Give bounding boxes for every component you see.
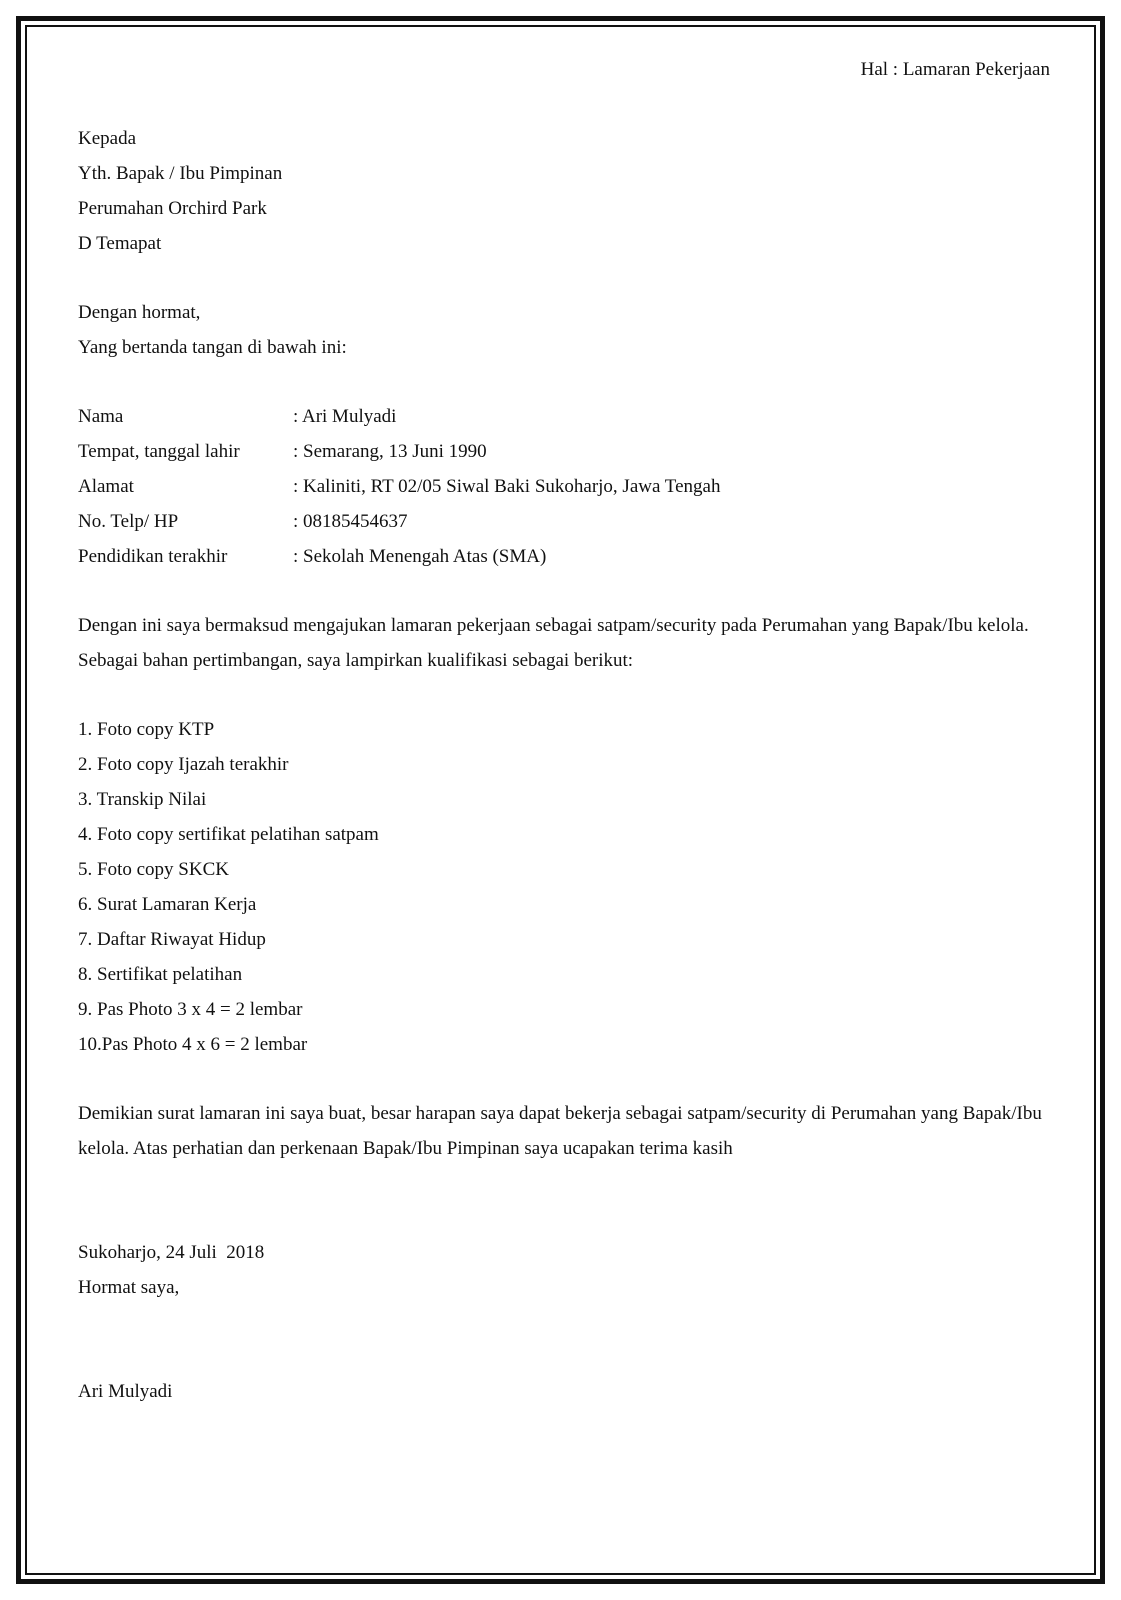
attachment-item: 6. Surat Lamaran Kerja	[78, 894, 257, 915]
valediction: Hormat saya,	[78, 1277, 180, 1298]
attachment-item: 5. Foto copy SKCK	[78, 859, 229, 880]
identity-label: Alamat	[78, 476, 134, 497]
identity-row	[78, 504, 1050, 539]
letter-body	[78, 52, 1050, 1409]
closing-paragraph: Demikian surat lamaran ini saya buat, besar harapan saya dapat bekerja sebagai satpam/security di Perumahan yang Bapak/Ibu kelola. Atas perhatian dan perkenaan Bapak/Ibu Pimpinan saya ucapakan terima kasih	[78, 1103, 1042, 1159]
recipient-line: Kepada	[78, 128, 137, 149]
place-date: Sukoharjo, 24 Juli 2018	[78, 1242, 265, 1263]
identity-table	[78, 399, 1050, 574]
body-paragraph: Dengan ini saya bermaksud mengajukan lamaran pekerjaan sebagai satpam/security pada Perumahan yang Bapak/Ibu kelola. Sebagai bahan pertimbangan, saya lampirkan kualifikasi sebagai berikut:	[78, 615, 1029, 671]
recipient-line: D Temapat	[78, 233, 162, 254]
attachment-item: 4. Foto copy sertifikat pelatihan satpam	[78, 824, 379, 845]
identity-row	[78, 399, 1050, 434]
attachment-item: 1. Foto copy KTP	[78, 719, 215, 740]
identity-value: : Semarang, 13 Juni 1990	[293, 441, 487, 462]
attachment-item: 9. Pas Photo 3 x 4 = 2 lembar	[78, 999, 303, 1020]
identity-value: : Kaliniti, RT 02/05 Siwal Baki Sukoharjo, Jawa Tengah	[293, 476, 721, 497]
identity-row	[78, 434, 1050, 469]
identity-value: : Ari Mulyadi	[293, 406, 397, 427]
recipient-line: Yth. Bapak / Ibu Pimpinan	[78, 163, 283, 184]
identity-label: Pendidikan terakhir	[78, 546, 228, 567]
letter-subject: Hal : Lamaran Pekerjaan	[860, 59, 1050, 80]
recipient-line: Perumahan Orchird Park	[78, 198, 267, 219]
intro-line: Yang bertanda tangan di bawah ini:	[78, 337, 347, 358]
identity-value: : Sekolah Menengah Atas (SMA)	[293, 546, 547, 567]
identity-label: Nama	[78, 406, 124, 427]
attachment-item: 2. Foto copy Ijazah terakhir	[78, 754, 289, 775]
attachment-item: 3. Transkip Nilai	[78, 789, 207, 810]
attachment-item: 10.Pas Photo 4 x 6 = 2 lembar	[78, 1034, 308, 1055]
attachment-item: 8. Sertifikat pelatihan	[78, 964, 243, 985]
identity-row	[78, 539, 1050, 574]
signatory-name: Ari Mulyadi	[78, 1381, 173, 1402]
attachment-item: 7. Daftar Riwayat Hidup	[78, 929, 266, 950]
identity-label: Tempat, tanggal lahir	[78, 441, 240, 462]
greeting: Dengan hormat,	[78, 302, 201, 323]
identity-value: : 08185454637	[293, 511, 408, 532]
identity-row	[78, 469, 1050, 504]
identity-label: No. Telp/ HP	[78, 511, 179, 532]
recipient-block	[78, 121, 1050, 261]
attachment-list	[78, 712, 1050, 1062]
